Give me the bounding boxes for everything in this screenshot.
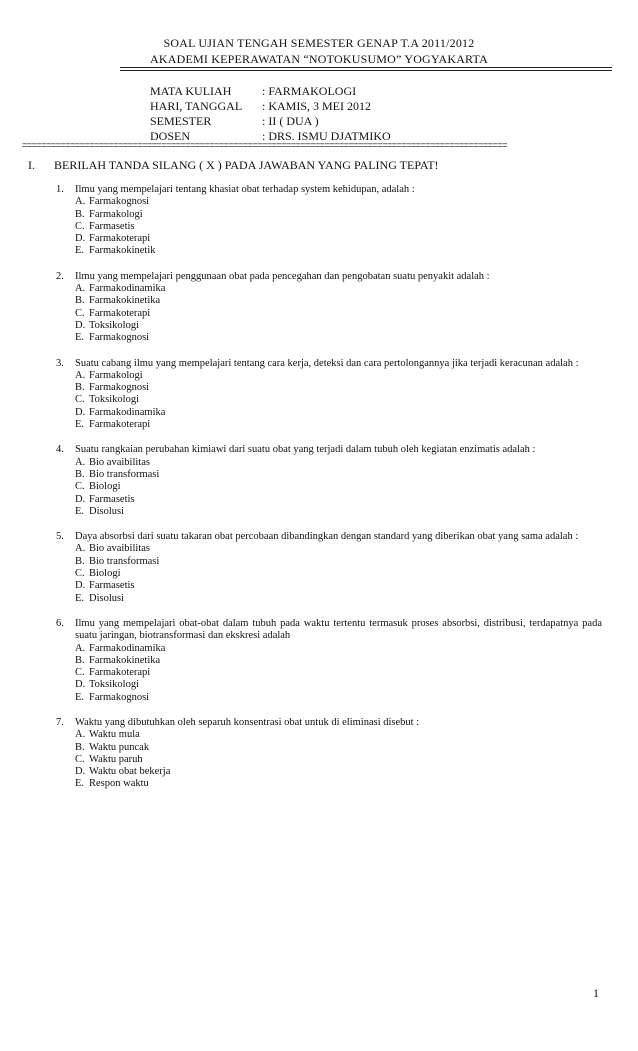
option-text: Farmakokinetika (89, 295, 161, 307)
separator-line: ===================================================================================================== (22, 141, 507, 151)
answer-option[interactable] (75, 692, 602, 704)
answer-option[interactable] (75, 742, 602, 754)
question-text: Waktu yang dibutuhkan oleh separuh konsentrasi obat untuk di eliminasi disebut : (75, 716, 420, 728)
info-value: : FARMAKOLOGI (262, 84, 357, 98)
option-text: Disolusi (89, 592, 125, 604)
option-text: Farmakodinamika (89, 642, 166, 654)
info-value: : II ( DUA ) (262, 114, 319, 128)
option-letter: C. (75, 667, 85, 679)
option-letter: B. (75, 741, 85, 753)
answer-option[interactable] (75, 382, 602, 394)
answer-option[interactable] (75, 457, 602, 469)
answer-option[interactable] (75, 729, 602, 741)
question-item (56, 618, 602, 704)
question-body (75, 444, 602, 518)
option-letter: E. (75, 592, 85, 604)
exam-title: SOAL UJIAN TENGAH SEMESTER GENAP T.A 2011/2012 (163, 36, 475, 50)
option-letter: B. (75, 208, 85, 220)
info-value: : DRS. ISMU DJATMIKO (262, 129, 391, 143)
answer-option[interactable] (75, 556, 602, 568)
question-body (75, 184, 602, 258)
answer-option[interactable] (75, 580, 602, 592)
question-text: Ilmu yang mempelajari obat-obat dalam tubuh pada waktu tertentu termasuk proses absorbsi, distribusi, terdapatnya pada suatu jaringan, biotransformasi dan ekskresi adalah (75, 617, 602, 642)
option-letter: A. (75, 283, 86, 295)
option-text: Waktu puncak (89, 741, 150, 753)
answer-option[interactable] (75, 196, 602, 208)
info-label: SEMESTER (150, 114, 212, 128)
option-text: Farmakodinamika (89, 406, 166, 418)
option-text: Toksikologi (89, 679, 140, 691)
answer-option[interactable] (75, 543, 602, 555)
option-letter: A. (75, 642, 86, 654)
header-divider (120, 67, 612, 71)
question-number: 6. (56, 617, 64, 629)
option-text: Farmakologi (89, 208, 143, 220)
option-letter: B. (75, 555, 85, 567)
answer-option[interactable] (75, 643, 602, 655)
option-text: Respon waktu (89, 778, 149, 790)
option-letter: E. (75, 505, 85, 517)
option-text: Farmakoterapi (89, 233, 151, 245)
option-text: Disolusi (89, 505, 125, 517)
question-number: 2. (56, 270, 64, 282)
option-letter: E. (75, 245, 85, 257)
option-letter: A. (75, 196, 86, 208)
option-text: Farmasetis (89, 580, 135, 592)
answer-option[interactable] (75, 679, 602, 691)
option-text: Farmakodinamika (89, 283, 166, 295)
question-body (75, 717, 602, 791)
question-list (56, 184, 602, 804)
answer-option[interactable] (75, 494, 602, 506)
option-letter: B. (75, 468, 85, 480)
question-body (75, 358, 602, 432)
option-letter: D. (75, 766, 86, 778)
option-text: Farmasetis (89, 220, 135, 232)
option-text: Farmakognosi (89, 691, 150, 703)
question-number: 5. (56, 531, 64, 543)
option-letter: A. (75, 456, 86, 468)
option-text: Bio avaibilitas (89, 543, 150, 555)
option-text: Toksikologi (89, 319, 140, 331)
answer-option[interactable] (75, 766, 602, 778)
option-letter: D. (75, 580, 86, 592)
info-label: HARI, TANGGAL (150, 99, 243, 113)
answer-option[interactable] (75, 754, 602, 766)
option-letter: D. (75, 233, 86, 245)
answer-option[interactable] (75, 295, 602, 307)
option-letter: C. (75, 394, 85, 406)
option-letter: A. (75, 369, 86, 381)
section-number: I. (28, 158, 35, 172)
answer-option[interactable] (75, 778, 602, 790)
option-letter: E. (75, 332, 85, 344)
option-text: Farmakokinetik (89, 245, 156, 257)
option-text: Farmakognosi (89, 382, 150, 394)
option-text: Farmakoterapi (89, 307, 151, 319)
answer-option[interactable] (75, 655, 602, 667)
option-text: Bio transformasi (89, 468, 160, 480)
option-text: Waktu mula (89, 729, 140, 741)
question-item (56, 444, 602, 518)
option-letter: B. (75, 382, 85, 394)
answer-option[interactable] (75, 593, 602, 605)
question-text: Ilmu yang mempelajari penggunaan obat pada pencegahan dan pengobatan suatu penyakit adalah : (75, 270, 490, 282)
answer-option[interactable] (75, 221, 602, 233)
question-text: Daya absorbsi dari suatu takaran obat percobaan dibandingkan dengan standard yang diberikan obat yang sama adalah : (75, 531, 579, 543)
question-item (56, 531, 602, 605)
section-instruction (28, 158, 439, 173)
answer-option[interactable] (75, 332, 602, 344)
option-letter: C. (75, 307, 85, 319)
option-letter: B. (75, 654, 85, 666)
answer-option[interactable] (75, 233, 602, 245)
question-body (75, 531, 602, 605)
option-letter: D. (75, 319, 86, 331)
question-item (56, 717, 602, 791)
option-letter: C. (75, 220, 85, 232)
answer-option[interactable] (75, 667, 602, 679)
info-row (150, 114, 391, 129)
option-text: Biologi (89, 568, 121, 580)
option-text: Farmakokinetika (89, 654, 161, 666)
option-letter: C. (75, 481, 85, 493)
option-letter: D. (75, 406, 86, 418)
option-letter: E. (75, 691, 85, 703)
info-row (150, 84, 391, 99)
answer-option[interactable] (75, 308, 602, 320)
question-text: Ilmu yang mempelajari tentang khasiat obat terhadap system kehidupan, adalah : (75, 184, 415, 195)
option-letter: D. (75, 679, 86, 691)
option-text: Farmakognosi (89, 196, 150, 208)
answer-option[interactable] (75, 469, 602, 481)
answer-option[interactable] (75, 209, 602, 221)
answer-option[interactable] (75, 283, 602, 295)
option-text: Farmasetis (89, 493, 135, 505)
question-text: Suatu cabang ilmu yang mempelajari tentang cara kerja, deteksi dan cara pertolongannya jika terjadi keracunan adalah : (75, 357, 579, 369)
question-item (56, 184, 602, 258)
option-text: Bio transformasi (89, 555, 160, 567)
question-text: Suatu rangkaian perubahan kimiawi dari suatu obat yang terjadi dalam tubuh oleh kegiatan enzimatis adalah : (75, 444, 536, 456)
option-text: Farmakoterapi (89, 667, 151, 679)
question-item (56, 271, 602, 345)
option-text: Biologi (89, 481, 121, 493)
answer-option[interactable] (75, 370, 602, 382)
option-letter: E. (75, 778, 85, 790)
option-text: Bio avaibilitas (89, 456, 150, 468)
option-text: Farmakoterapi (89, 419, 151, 431)
answer-option[interactable] (75, 568, 602, 580)
option-letter: C. (75, 568, 85, 580)
answer-option[interactable] (75, 506, 602, 518)
info-value: : KAMIS, 3 MEI 2012 (262, 99, 372, 113)
answer-option[interactable] (75, 407, 602, 419)
option-text: Farmakognosi (89, 332, 150, 344)
option-letter: C. (75, 753, 85, 765)
option-text: Farmakologi (89, 369, 143, 381)
option-text: Waktu obat bekerja (89, 766, 171, 778)
answer-option[interactable] (75, 394, 602, 406)
question-body (75, 271, 602, 345)
option-letter: A. (75, 543, 86, 555)
question-body (75, 618, 602, 704)
option-letter: E. (75, 419, 85, 431)
info-label: DOSEN (150, 129, 191, 143)
instruction-text: BERILAH TANDA SILANG ( X ) PADA JAWABAN YANG PALING TEPAT! (54, 158, 439, 172)
course-info (150, 84, 391, 144)
info-label: MATA KULIAH (150, 84, 232, 98)
option-letter: A. (75, 729, 86, 741)
question-item (56, 358, 602, 432)
question-number: 4. (56, 444, 64, 456)
question-number: 7. (56, 716, 64, 728)
institution-name: AKADEMI KEPERAWATAN “NOTOKUSUMO” YOGYAKARTA (150, 52, 488, 66)
answer-option[interactable] (75, 419, 602, 431)
question-number: 1. (56, 184, 64, 195)
info-row (150, 99, 391, 114)
page-number: 1 (593, 986, 599, 1000)
option-text: Waktu paruh (89, 753, 143, 765)
option-text: Toksikologi (89, 394, 140, 406)
answer-option[interactable] (75, 245, 602, 257)
option-letter: B. (75, 295, 85, 307)
answer-option[interactable] (75, 481, 602, 493)
answer-option[interactable] (75, 320, 602, 332)
question-number: 3. (56, 357, 64, 369)
option-letter: D. (75, 493, 86, 505)
